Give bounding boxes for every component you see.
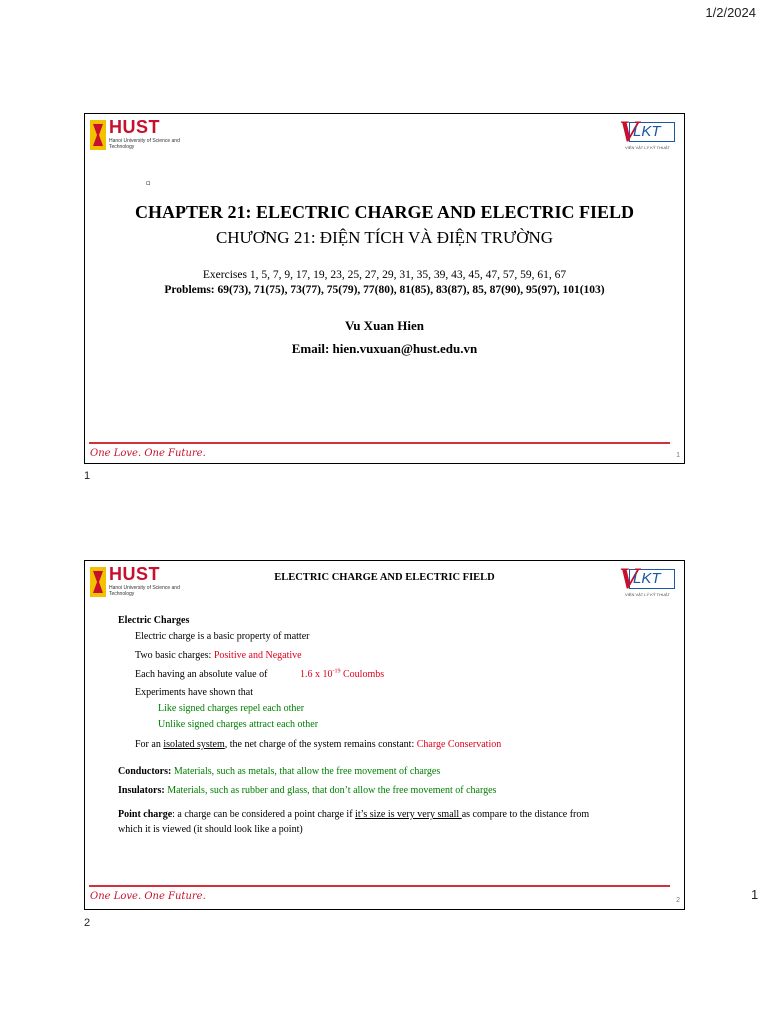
- bullet-icon: ▫: [146, 179, 151, 187]
- line-experiments: Experiments have shown that: [135, 687, 254, 698]
- conductors-label: Conductors:: [118, 766, 172, 777]
- line-conservation-prefix: For an: [135, 739, 164, 750]
- footer-motto: One Love. One Future.: [90, 891, 206, 902]
- chapter-subtitle: CHƯƠNG 21: ĐIỆN TÍCH VÀ ĐIỆN TRƯỜNG: [215, 228, 554, 247]
- hust-logo-word: HUST: [109, 564, 160, 584]
- line-absolute-value: [300, 667, 384, 683]
- hust-logo-subtitle: Hanoi University of Science and Technology: [109, 585, 180, 597]
- hust-logo: [90, 119, 180, 153]
- slide-1: [84, 113, 685, 464]
- line-like-charges: Like signed charges repel each other: [158, 703, 305, 714]
- problems-list: Problems: 69(73), 71(75), 73(77), 75(79), 77(80), 81(85), 83(87), 85, 87(90), 95(97), 101(103): [164, 284, 605, 296]
- line-conservation-mid: , the net charge of the system remains constant:: [224, 739, 417, 750]
- slide-header: ELECTRIC CHARGE AND ELECTRIC FIELD: [274, 572, 495, 583]
- insulators-text: Materials, such as rubber and glass, that don’t allow the free movement of charges: [164, 785, 497, 796]
- line-absolute-value-label: Each having an absolute value of: [135, 669, 268, 680]
- line-point-charge-2: which it is viewed (it should look like a point): [118, 824, 303, 835]
- vlkt-logo-word: LKT: [633, 570, 661, 587]
- author-name: Vu Xuan Hien: [345, 318, 424, 333]
- hust-logo-word: HUST: [109, 117, 160, 137]
- footer-divider: [89, 442, 670, 444]
- exercises-list: Exercises 1, 5, 7, 9, 17, 19, 23, 25, 27, 29, 31, 35, 39, 43, 45, 47, 57, 59, 61, 67: [202, 269, 567, 281]
- charge-unit: Coulombs: [340, 669, 385, 680]
- line-conductors: [118, 764, 440, 780]
- footer-motto: One Love. One Future.: [90, 448, 206, 459]
- footer-divider: [89, 885, 670, 887]
- charge-base: 1.6 x 10: [300, 669, 333, 680]
- line-point-charge: [118, 807, 589, 823]
- line-conservation: [135, 737, 501, 753]
- point-charge-underlined: it’s size is very very small: [355, 809, 462, 820]
- point-charge-label: Point charge: [118, 809, 173, 820]
- line-two-charges-value: Positive and Negative: [213, 650, 302, 661]
- page-number-1: 1: [84, 470, 91, 482]
- line-two-charges: [135, 648, 302, 664]
- point-charge-text-1: : a charge can be considered a point charge if: [172, 809, 356, 820]
- vlkt-logo-v: V: [619, 562, 640, 595]
- vlkt-logo: [619, 115, 679, 151]
- vlkt-logo-v: V: [619, 115, 640, 148]
- slide-2: [84, 560, 685, 910]
- vlkt-logo-subtitle: VIỆN VẬT LÝ KỸ THUẬT: [625, 145, 670, 150]
- line-two-charges-label: Two basic charges:: [135, 650, 214, 661]
- hust-logo-subtitle: Hanoi University of Science and Technology: [109, 138, 180, 150]
- line-insulators: [118, 783, 496, 799]
- vlkt-logo-word: LKT: [633, 123, 661, 140]
- slide-number: 1: [676, 452, 680, 459]
- hust-mark-icon: [90, 120, 106, 150]
- line-unlike-charges: Unlike signed charges attract each other: [158, 719, 319, 730]
- slide-number: 2: [676, 897, 680, 904]
- section-heading: Electric Charges: [118, 615, 190, 626]
- page-date: 1/2/2024: [705, 5, 756, 20]
- line-basic-property: Electric charge is a basic property of matter: [135, 631, 310, 642]
- side-page-number: 1: [751, 887, 759, 902]
- vlkt-logo-subtitle: VIỆN VẬT LÝ KỸ THUẬT: [625, 592, 670, 597]
- charge-conservation-term: Charge Conservation: [416, 739, 502, 750]
- charge-exponent: -19: [332, 668, 341, 675]
- author-email: Email: hien.vuxuan@hust.edu.vn: [291, 341, 478, 356]
- insulators-label: Insulators:: [118, 785, 165, 796]
- isolated-system-term: isolated system: [163, 739, 225, 750]
- conductors-text: Materials, such as metals, that allow the free movement of charges: [171, 766, 441, 777]
- point-charge-text-2: as compare to the distance from: [461, 809, 590, 820]
- chapter-title: CHAPTER 21: ELECTRIC CHARGE AND ELECTRIC FIELD: [134, 202, 635, 222]
- page-number-2: 2: [84, 917, 91, 929]
